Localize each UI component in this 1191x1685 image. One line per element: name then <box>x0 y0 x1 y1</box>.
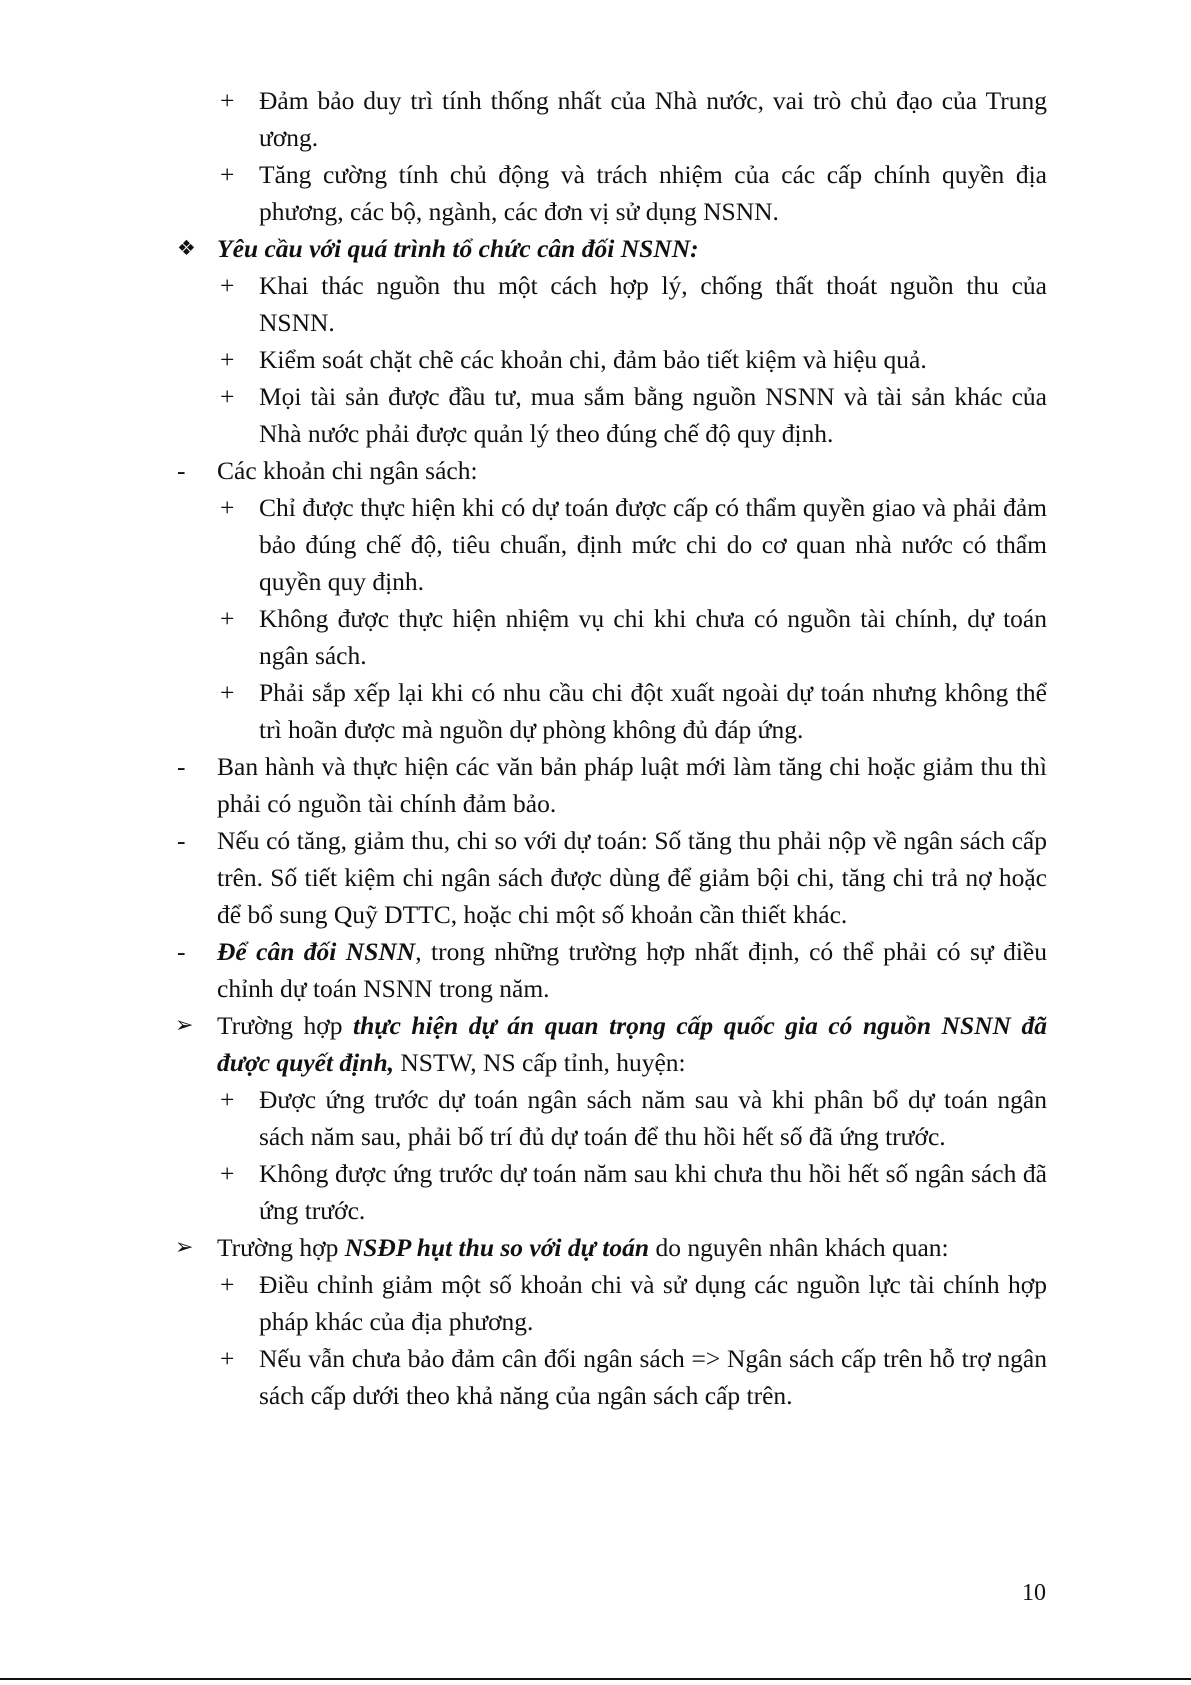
dash-bullet: - <box>177 826 186 855</box>
plus-bullet: + <box>220 1270 235 1299</box>
plus-bullet: + <box>220 1085 235 1114</box>
list-item <box>175 489 1047 600</box>
list-item <box>175 378 1047 452</box>
list-item <box>175 1007 1047 1081</box>
item-text: Được ứng trước dự toán ngân sách năm sau và khi phân bổ dự toán ngân sách năm sau, phải bố trí đủ dự toán để thu hồi hết số đã ứng trước. <box>259 1085 1047 1151</box>
heading-text: Yêu cầu với quá trình tổ chức cân đối NSNN: <box>217 234 699 263</box>
item-text: Không được ứng trước dự toán năm sau khi chưa thu hồi hết số ngân sách đã ứng trước. <box>259 1159 1047 1225</box>
list-item <box>175 933 1047 1007</box>
item-text: Điều chỉnh giảm một số khoản chi và sử dụng các nguồn lực tài chính hợp pháp khác của địa phương. <box>259 1270 1047 1336</box>
item-text: do nguyên nhân khách quan: <box>649 1233 949 1262</box>
item-text: Mọi tài sản được đầu tư, mua sắm bằng nguồn NSNN và tài sản khác của Nhà nước phải được quản lý theo đúng chế độ quy định. <box>259 382 1047 448</box>
section-heading <box>175 230 1047 267</box>
item-text: Các khoản chi ngân sách: <box>217 456 478 485</box>
plus-bullet: + <box>220 382 235 411</box>
plus-bullet: + <box>220 1159 235 1188</box>
list-item <box>175 341 1047 378</box>
item-lead: Trường hợp <box>217 1233 345 1262</box>
plus-bullet: + <box>220 345 235 374</box>
item-text: NSTW, NS cấp tỉnh, huyện: <box>394 1048 686 1077</box>
item-text: Kiểm soát chặt chẽ các khoản chi, đảm bảo tiết kiệm và hiệu quả. <box>259 345 927 374</box>
plus-bullet: + <box>220 271 235 300</box>
dash-bullet: - <box>177 937 186 966</box>
footer-divider <box>0 1678 1191 1680</box>
list-item <box>175 82 1047 156</box>
plus-bullet: + <box>220 1344 235 1373</box>
list-item <box>175 452 1047 489</box>
item-text: Đảm bảo duy trì tính thống nhất của Nhà nước, vai trò chủ đạo của Trung ương. <box>259 86 1047 152</box>
item-text: Phải sắp xếp lại khi có nhu cầu chi đột xuất ngoài dự toán nhưng không thể trì hoãn được mà nguồn dự phòng không đủ đáp ứng. <box>259 678 1047 744</box>
list-item <box>175 1229 1047 1266</box>
plus-bullet: + <box>220 604 235 633</box>
item-text: Chỉ được thực hiện khi có dự toán được cấp có thẩm quyền giao và phải đảm bảo đúng chế độ, tiêu chuẩn, định mức chi do cơ quan nhà nước có thẩm quyền quy định. <box>259 493 1047 596</box>
list-item <box>175 1081 1047 1155</box>
item-text: Nếu có tăng, giảm thu, chi so với dự toán: Số tăng thu phải nộp về ngân sách cấp trên. Số tiết kiệm chi ngân sách được dùng để giảm bội chi, tăng chi trả nợ hoặc để bổ sung Quỹ DTTC, hoặc chi một số khoản cần thiết khác. <box>217 826 1047 929</box>
plus-bullet: + <box>220 160 235 189</box>
item-lead: Trường hợp <box>217 1011 354 1040</box>
plus-bullet: + <box>220 493 235 522</box>
item-text: Nếu vẫn chưa bảo đảm cân đối ngân sách => Ngân sách cấp trên hỗ trợ ngân sách cấp dưới theo khả năng của ngân sách cấp trên. <box>259 1344 1047 1410</box>
list-item <box>175 1155 1047 1229</box>
dash-bullet: - <box>177 456 186 485</box>
list-item <box>175 822 1047 933</box>
item-text: Không được thực hiện nhiệm vụ chi khi chưa có nguồn tài chính, dự toán ngân sách. <box>259 604 1047 670</box>
emphasis-text: NSĐP hụt thu so với dự toán <box>344 1233 650 1262</box>
list-item <box>175 1340 1047 1414</box>
diamond-bullet-icon: ❖ <box>177 236 196 260</box>
list-item <box>175 748 1047 822</box>
list-item <box>175 156 1047 230</box>
list-item <box>175 674 1047 748</box>
list-item <box>175 1266 1047 1340</box>
page-content <box>175 82 1047 1414</box>
item-text: Khai thác nguồn thu một cách hợp lý, chống thất thoát nguồn thu của NSNN. <box>259 271 1047 337</box>
plus-bullet: + <box>220 678 235 707</box>
emphasis-text: Để cân đối NSNN <box>217 937 416 966</box>
arrow-bullet-icon: ➢ <box>175 1013 194 1038</box>
item-text: Ban hành và thực hiện các văn bản pháp luật mới làm tăng chi hoặc giảm thu thì phải có nguồn tài chính đảm bảo. <box>217 752 1047 818</box>
emphasis-text: thực hiện dự án quan trọng cấp quốc gia có nguồn NSNN đã được quyết định, <box>217 1011 1047 1077</box>
page-number: 10 <box>1022 1580 1046 1606</box>
list-item <box>175 267 1047 341</box>
dash-bullet: - <box>177 752 186 781</box>
item-text: , trong những trường hợp nhất định, có thể phải có sự điều chỉnh dự toán NSNN trong năm. <box>217 937 1047 1003</box>
list-item <box>175 600 1047 674</box>
item-text: Tăng cường tính chủ động và trách nhiệm của các cấp chính quyền địa phương, các bộ, ngành, các đơn vị sử dụng NSNN. <box>259 160 1047 226</box>
plus-bullet: + <box>220 86 235 115</box>
arrow-bullet-icon: ➢ <box>175 1235 194 1260</box>
